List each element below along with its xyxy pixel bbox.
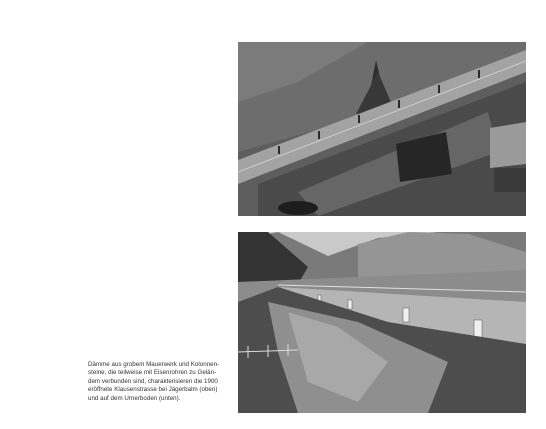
caption-line: eröffnete Klausenstrasse bei Jägerbalm (oben) bbox=[88, 386, 218, 394]
caption-line: Dämme aus grobem Mauerwerk und Kolonnen- bbox=[88, 361, 220, 368]
photo-caption bbox=[88, 361, 234, 403]
caption-line: und auf dem Urnerboden (unten). bbox=[88, 394, 181, 402]
caption-line: dem verbunden sind, charakterisieren die 1900 bbox=[88, 377, 218, 385]
photo-bottom-urnerboden bbox=[238, 232, 526, 413]
photo-top-jaegerbalm bbox=[238, 42, 526, 216]
caption-line: steine, die teilweise mit Eisenrohren zu Gelän- bbox=[88, 369, 217, 377]
